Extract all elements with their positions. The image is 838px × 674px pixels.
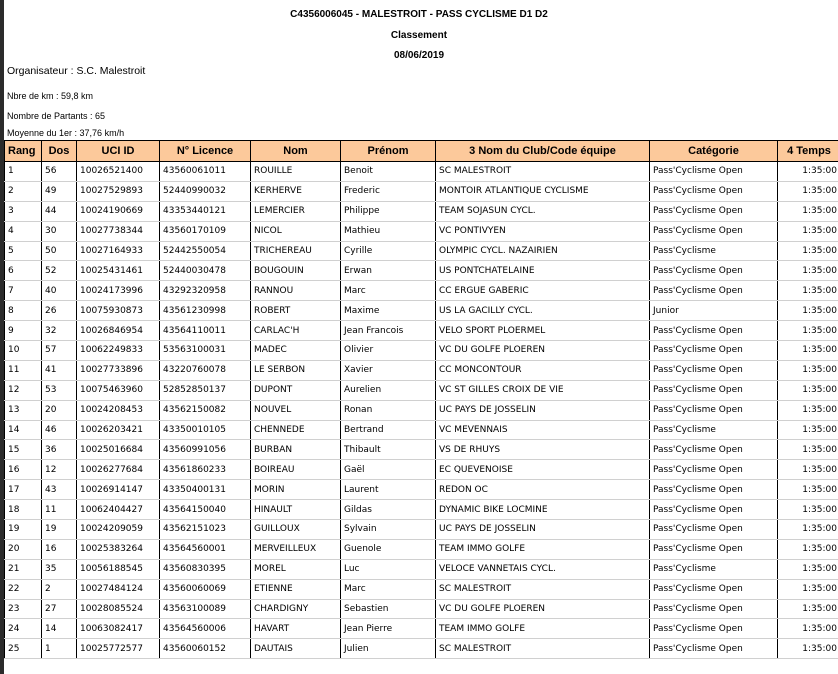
cell-temps: 1:35:00 (778, 162, 838, 182)
cell-categorie: Pass'Cyclisme Open (650, 480, 778, 500)
cell-nom: MORIN (251, 480, 341, 500)
cell-rang: 7 (5, 281, 42, 301)
table-row (5, 639, 838, 659)
cell-rang: 9 (5, 321, 42, 341)
cell-nom: BURBAN (251, 440, 341, 460)
cell-temps: 1:35:00 (778, 301, 838, 321)
table-row (5, 420, 838, 440)
cell-categorie: Pass'Cyclisme Open (650, 599, 778, 619)
cell-dos: 52 (42, 261, 77, 281)
cell-categorie: Pass'Cyclisme Open (650, 539, 778, 559)
cell-temps: 1:35:00 (778, 241, 838, 261)
table-row (5, 281, 838, 301)
cell-nom: HAVART (251, 619, 341, 639)
cell-uci-id: 10024190669 (77, 201, 160, 221)
cell-nom: LEMERCIER (251, 201, 341, 221)
cell-categorie: Pass'Cyclisme Open (650, 261, 778, 281)
cell-rang: 8 (5, 301, 42, 321)
cell-dos: 16 (42, 539, 77, 559)
table-row (5, 241, 838, 261)
cell-temps: 1:35:00 (778, 420, 838, 440)
table-row (5, 301, 838, 321)
cell-rang: 1 (5, 162, 42, 182)
cell-prenom: Xavier (341, 360, 436, 380)
cell-club: REDON OC (436, 480, 650, 500)
cell-licence: 43561860233 (160, 460, 251, 480)
cell-dos: 46 (42, 420, 77, 440)
cell-club: EC QUEVENOISE (436, 460, 650, 480)
cell-club: VELO SPORT PLOERMEL (436, 321, 650, 341)
cell-rang: 18 (5, 500, 42, 520)
cell-uci-id: 10075930873 (77, 301, 160, 321)
cell-uci-id: 10025016684 (77, 440, 160, 460)
cell-dos: 56 (42, 162, 77, 182)
cell-licence: 43562150082 (160, 400, 251, 420)
cell-categorie: Pass'Cyclisme Open (650, 460, 778, 480)
cell-dos: 20 (42, 400, 77, 420)
cell-club: VC DU GOLFE PLOEREN (436, 341, 650, 361)
cell-uci-id: 10026203421 (77, 420, 160, 440)
cell-licence: 43564560001 (160, 539, 251, 559)
cell-licence: 43564150040 (160, 500, 251, 520)
cell-club: SC MALESTROIT (436, 162, 650, 182)
cell-club: CC MONCONTOUR (436, 360, 650, 380)
cell-licence: 43564110011 (160, 321, 251, 341)
table-row (5, 559, 838, 579)
organizer-text: Organisateur : S.C. Malestroit (7, 65, 146, 77)
cell-rang: 17 (5, 480, 42, 500)
cell-uci-id: 10026846954 (77, 321, 160, 341)
cell-temps: 1:35:00 (778, 520, 838, 540)
cell-prenom: Guenole (341, 539, 436, 559)
cell-uci-id: 10027733896 (77, 360, 160, 380)
cell-dos: 41 (42, 360, 77, 380)
cell-nom: LE SERBON (251, 360, 341, 380)
cell-club: UC PAYS DE JOSSELIN (436, 520, 650, 540)
cell-categorie: Pass'Cyclisme (650, 241, 778, 261)
cell-temps: 1:35:00 (778, 559, 838, 579)
cell-rang: 25 (5, 639, 42, 659)
cell-licence: 43563100089 (160, 599, 251, 619)
cell-dos: 57 (42, 341, 77, 361)
cell-nom: ROBERT (251, 301, 341, 321)
cell-rang: 3 (5, 201, 42, 221)
cell-temps: 1:35:00 (778, 500, 838, 520)
cell-licence: 52440030478 (160, 261, 251, 281)
cell-uci-id: 10027738344 (77, 221, 160, 241)
cell-licence: 43561230998 (160, 301, 251, 321)
cell-nom: TRICHEREAU (251, 241, 341, 261)
starters-text: Nombre de Partants : 65 (7, 111, 106, 121)
cell-temps: 1:35:00 (778, 480, 838, 500)
cell-licence: 43560170109 (160, 221, 251, 241)
average-speed-text: Moyenne du 1er : 37,76 km/h (7, 128, 125, 138)
cell-prenom: Laurent (341, 480, 436, 500)
cell-prenom: Frederic (341, 181, 436, 201)
cell-club: UC PAYS DE JOSSELIN (436, 400, 650, 420)
cell-rang: 19 (5, 520, 42, 540)
cell-dos: 36 (42, 440, 77, 460)
header-nom: Nom (251, 141, 341, 162)
cell-rang: 15 (5, 440, 42, 460)
cell-nom: BOUGOUIN (251, 261, 341, 281)
cell-nom: KERHERVE (251, 181, 341, 201)
cell-categorie: Pass'Cyclisme Open (650, 181, 778, 201)
cell-categorie: Pass'Cyclisme Open (650, 162, 778, 182)
cell-temps: 1:35:00 (778, 579, 838, 599)
document-subtitle: Classement (390, 30, 448, 41)
cell-categorie: Pass'Cyclisme Open (650, 619, 778, 639)
cell-uci-id: 10062404427 (77, 500, 160, 520)
cell-nom: ETIENNE (251, 579, 341, 599)
cell-temps: 1:35:00 (778, 380, 838, 400)
cell-temps: 1:35:00 (778, 181, 838, 201)
cell-nom: HINAULT (251, 500, 341, 520)
cell-temps: 1:35:00 (778, 360, 838, 380)
cell-temps: 1:35:00 (778, 341, 838, 361)
cell-prenom: Marc (341, 281, 436, 301)
cell-licence: 43560061011 (160, 162, 251, 182)
cell-temps: 1:35:00 (778, 460, 838, 480)
cell-dos: 44 (42, 201, 77, 221)
cell-uci-id: 10024209059 (77, 520, 160, 540)
header-dos: Dos (42, 141, 77, 162)
cell-rang: 2 (5, 181, 42, 201)
table-row (5, 460, 838, 480)
cell-nom: ROUILLE (251, 162, 341, 182)
cell-nom: MERVEILLEUX (251, 539, 341, 559)
cell-nom: RANNOU (251, 281, 341, 301)
cell-uci-id: 10063082417 (77, 619, 160, 639)
cell-prenom: Olivier (341, 341, 436, 361)
cell-licence: 52442550054 (160, 241, 251, 261)
cell-temps: 1:35:00 (778, 281, 838, 301)
table-row (5, 500, 838, 520)
cell-categorie: Pass'Cyclisme Open (650, 380, 778, 400)
cell-licence: 52440990032 (160, 181, 251, 201)
table-row (5, 520, 838, 540)
cell-uci-id: 10025772577 (77, 639, 160, 659)
cell-temps: 1:35:00 (778, 539, 838, 559)
cell-rang: 12 (5, 380, 42, 400)
table-header-row (5, 141, 838, 162)
cell-prenom: Benoit (341, 162, 436, 182)
cell-rang: 23 (5, 599, 42, 619)
cell-uci-id: 10075463960 (77, 380, 160, 400)
cell-dos: 2 (42, 579, 77, 599)
cell-dos: 12 (42, 460, 77, 480)
cell-temps: 1:35:00 (778, 599, 838, 619)
cell-uci-id: 10027529893 (77, 181, 160, 201)
cell-rang: 21 (5, 559, 42, 579)
cell-club: CC ERGUE GABERIC (436, 281, 650, 301)
cell-categorie: Pass'Cyclisme Open (650, 341, 778, 361)
table-row (5, 360, 838, 380)
cell-licence: 43564560006 (160, 619, 251, 639)
cell-categorie: Pass'Cyclisme Open (650, 201, 778, 221)
document-date: 08/06/2019 (393, 50, 445, 61)
table-row (5, 380, 838, 400)
cell-nom: MOREL (251, 559, 341, 579)
cell-categorie: Pass'Cyclisme Open (650, 579, 778, 599)
cell-nom: CHENNEDE (251, 420, 341, 440)
cell-categorie: Pass'Cyclisme (650, 559, 778, 579)
cell-rang: 5 (5, 241, 42, 261)
cell-club: US LA GACILLY CYCL. (436, 301, 650, 321)
cell-club: TEAM IMMO GOLFE (436, 539, 650, 559)
cell-prenom: Mathieu (341, 221, 436, 241)
header-club: 3 Nom du Club/Code équipe (436, 141, 650, 162)
cell-uci-id: 10025431461 (77, 261, 160, 281)
cell-uci-id: 10027164933 (77, 241, 160, 261)
cell-licence: 43292320958 (160, 281, 251, 301)
cell-prenom: Marc (341, 579, 436, 599)
cell-rang: 14 (5, 420, 42, 440)
cell-licence: 43350010105 (160, 420, 251, 440)
cell-categorie: Pass'Cyclisme Open (650, 360, 778, 380)
cell-dos: 14 (42, 619, 77, 639)
results-body (5, 162, 838, 659)
cell-club: VC PONTIVYEN (436, 221, 650, 241)
cell-licence: 43350400131 (160, 480, 251, 500)
cell-categorie: Pass'Cyclisme Open (650, 281, 778, 301)
cell-uci-id: 10026277684 (77, 460, 160, 480)
cell-club: VS DE RHUYS (436, 440, 650, 460)
cell-nom: CHARDIGNY (251, 599, 341, 619)
cell-prenom: Jean Pierre (341, 619, 436, 639)
cell-temps: 1:35:00 (778, 639, 838, 659)
cell-dos: 30 (42, 221, 77, 241)
cell-prenom: Bertrand (341, 420, 436, 440)
cell-nom: GUILLOUX (251, 520, 341, 540)
cell-temps: 1:35:00 (778, 221, 838, 241)
header-categorie: Catégorie (650, 141, 778, 162)
cell-dos: 1 (42, 639, 77, 659)
header-uci-id: UCI ID (77, 141, 160, 162)
cell-rang: 4 (5, 221, 42, 241)
cell-prenom: Gildas (341, 500, 436, 520)
cell-prenom: Sylvain (341, 520, 436, 540)
cell-nom: DAUTAIS (251, 639, 341, 659)
cell-temps: 1:35:00 (778, 619, 838, 639)
table-row (5, 162, 838, 182)
table-row (5, 539, 838, 559)
cell-dos: 27 (42, 599, 77, 619)
cell-uci-id: 10026521400 (77, 162, 160, 182)
header-temps: 4 Temps (778, 141, 838, 162)
cell-prenom: Sebastien (341, 599, 436, 619)
cell-club: TEAM IMMO GOLFE (436, 619, 650, 639)
cell-licence: 43560830395 (160, 559, 251, 579)
cell-rang: 10 (5, 341, 42, 361)
header-prenom: Prénom (341, 141, 436, 162)
cell-categorie: Junior (650, 301, 778, 321)
document-title: C4356006045 - MALESTROIT - PASS CYCLISME D1 D2 (290, 9, 548, 20)
table-row (5, 480, 838, 500)
cell-club: MONTOIR ATLANTIQUE CYCLISME (436, 181, 650, 201)
cell-dos: 40 (42, 281, 77, 301)
table-row (5, 341, 838, 361)
cell-rang: 22 (5, 579, 42, 599)
cell-dos: 19 (42, 520, 77, 540)
cell-dos: 50 (42, 241, 77, 261)
cell-club: SC MALESTROIT (436, 639, 650, 659)
cell-dos: 32 (42, 321, 77, 341)
table-row (5, 440, 838, 460)
cell-categorie: Pass'Cyclisme Open (650, 400, 778, 420)
header-licence: N° Licence (160, 141, 251, 162)
cell-dos: 49 (42, 181, 77, 201)
cell-prenom: Philippe (341, 201, 436, 221)
cell-uci-id: 10024173996 (77, 281, 160, 301)
table-row (5, 181, 838, 201)
cell-categorie: Pass'Cyclisme Open (650, 520, 778, 540)
header-rang: Rang (5, 141, 42, 162)
cell-dos: 26 (42, 301, 77, 321)
results-table (4, 140, 838, 659)
cell-categorie: Pass'Cyclisme Open (650, 221, 778, 241)
cell-nom: NOUVEL (251, 400, 341, 420)
cell-club: OLYMPIC CYCL. NAZAIRIEN (436, 241, 650, 261)
distance-text: Nbre de km : 59,8 km (7, 91, 94, 101)
cell-club: TEAM SOJASUN CYCL. (436, 201, 650, 221)
cell-rang: 24 (5, 619, 42, 639)
cell-uci-id: 10062249833 (77, 341, 160, 361)
cell-club: US PONTCHATELAINE (436, 261, 650, 281)
cell-temps: 1:35:00 (778, 400, 838, 420)
cell-licence: 43353440121 (160, 201, 251, 221)
cell-licence: 43220760078 (160, 360, 251, 380)
cell-licence: 53563100031 (160, 341, 251, 361)
cell-prenom: Ronan (341, 400, 436, 420)
cell-nom: MADEC (251, 341, 341, 361)
table-row (5, 221, 838, 241)
cell-categorie: Pass'Cyclisme Open (650, 440, 778, 460)
cell-prenom: Luc (341, 559, 436, 579)
cell-temps: 1:35:00 (778, 261, 838, 281)
cell-uci-id: 10024208453 (77, 400, 160, 420)
cell-rang: 13 (5, 400, 42, 420)
cell-prenom: Maxime (341, 301, 436, 321)
cell-club: VELOCE VANNETAIS CYCL. (436, 559, 650, 579)
cell-nom: NICOL (251, 221, 341, 241)
cell-categorie: Pass'Cyclisme Open (650, 321, 778, 341)
cell-nom: BOIREAU (251, 460, 341, 480)
cell-club: VC MEVENNAIS (436, 420, 650, 440)
cell-club: VC DU GOLFE PLOEREN (436, 599, 650, 619)
cell-prenom: Jean Francois (341, 321, 436, 341)
table-row (5, 599, 838, 619)
cell-club: SC MALESTROIT (436, 579, 650, 599)
table-row (5, 579, 838, 599)
cell-categorie: Pass'Cyclisme (650, 420, 778, 440)
cell-rang: 11 (5, 360, 42, 380)
cell-uci-id: 10026914147 (77, 480, 160, 500)
cell-dos: 53 (42, 380, 77, 400)
cell-licence: 43560060152 (160, 639, 251, 659)
cell-uci-id: 10027484124 (77, 579, 160, 599)
cell-temps: 1:35:00 (778, 201, 838, 221)
table-row (5, 619, 838, 639)
cell-prenom: Gaël (341, 460, 436, 480)
table-row (5, 400, 838, 420)
table-row (5, 321, 838, 341)
cell-prenom: Erwan (341, 261, 436, 281)
cell-categorie: Pass'Cyclisme Open (650, 500, 778, 520)
cell-temps: 1:35:00 (778, 321, 838, 341)
cell-prenom: Thibault (341, 440, 436, 460)
cell-rang: 20 (5, 539, 42, 559)
cell-prenom: Julien (341, 639, 436, 659)
cell-licence: 43560060069 (160, 579, 251, 599)
cell-rang: 6 (5, 261, 42, 281)
table-row (5, 261, 838, 281)
cell-temps: 1:35:00 (778, 440, 838, 460)
cell-dos: 43 (42, 480, 77, 500)
cell-uci-id: 10028085524 (77, 599, 160, 619)
cell-nom: CARLAC'H (251, 321, 341, 341)
cell-licence: 43560991056 (160, 440, 251, 460)
cell-nom: DUPONT (251, 380, 341, 400)
cell-dos: 11 (42, 500, 77, 520)
cell-club: DYNAMIC BIKE LOCMINE (436, 500, 650, 520)
cell-club: VC ST GILLES CROIX DE VIE (436, 380, 650, 400)
cell-prenom: Cyrille (341, 241, 436, 261)
cell-rang: 16 (5, 460, 42, 480)
cell-licence: 43562151023 (160, 520, 251, 540)
cell-uci-id: 10025383264 (77, 539, 160, 559)
cell-categorie: Pass'Cyclisme Open (650, 639, 778, 659)
cell-dos: 35 (42, 559, 77, 579)
cell-uci-id: 10056188545 (77, 559, 160, 579)
cell-prenom: Aurelien (341, 380, 436, 400)
cell-licence: 52852850137 (160, 380, 251, 400)
table-row (5, 201, 838, 221)
